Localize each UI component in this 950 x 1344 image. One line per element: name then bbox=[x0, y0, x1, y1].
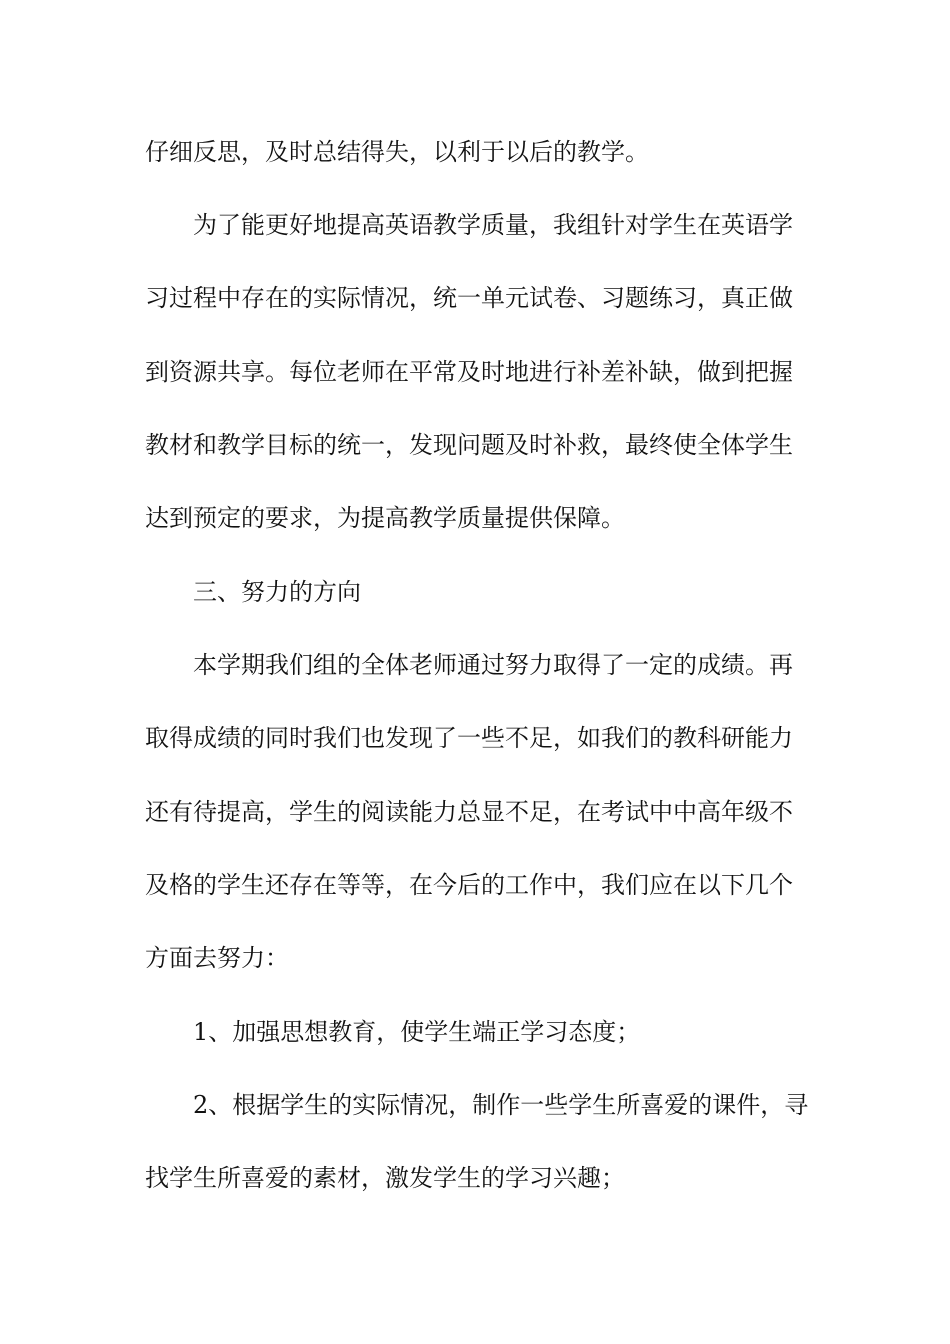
text-line: 教材和教学目标的统一，发现问题及时补救，最终使全体学生 bbox=[145, 431, 793, 459]
text-line: 仔细反思，及时总结得失，以利于以后的教学。 bbox=[145, 138, 649, 166]
list-item: 2、根据学生的实际情况，制作一些学生所喜爱的课件，寻 bbox=[193, 1091, 809, 1119]
text-line: 找学生所喜爱的素材，激发学生的学习兴趣； bbox=[145, 1164, 625, 1192]
text-line: 及格的学生还存在等等，在今后的工作中，我们应在以下几个 bbox=[145, 871, 793, 899]
text-line: 取得成绩的同时我们也发现了一些不足，如我们的教科研能力 bbox=[145, 724, 793, 752]
text-line: 为了能更好地提高英语教学质量，我组针对学生在英语学 bbox=[193, 211, 793, 239]
text-line: 本学期我们组的全体老师通过努力取得了一定的成绩。再 bbox=[193, 651, 793, 679]
text-line: 习过程中存在的实际情况，统一单元试卷、习题练习，真正做 bbox=[145, 284, 793, 312]
text-line: 到资源共享。每位老师在平常及时地进行补差补缺，做到把握 bbox=[145, 358, 793, 386]
text-line: 达到预定的要求，为提高教学质量提供保障。 bbox=[145, 504, 625, 532]
section-heading: 三、努力的方向 bbox=[193, 578, 361, 606]
text-line: 方面去努力： bbox=[145, 944, 289, 972]
list-item: 1、加强思想教育，使学生端正学习态度； bbox=[193, 1018, 641, 1046]
text-line: 还有待提高，学生的阅读能力总显不足，在考试中中高年级不 bbox=[145, 798, 793, 826]
